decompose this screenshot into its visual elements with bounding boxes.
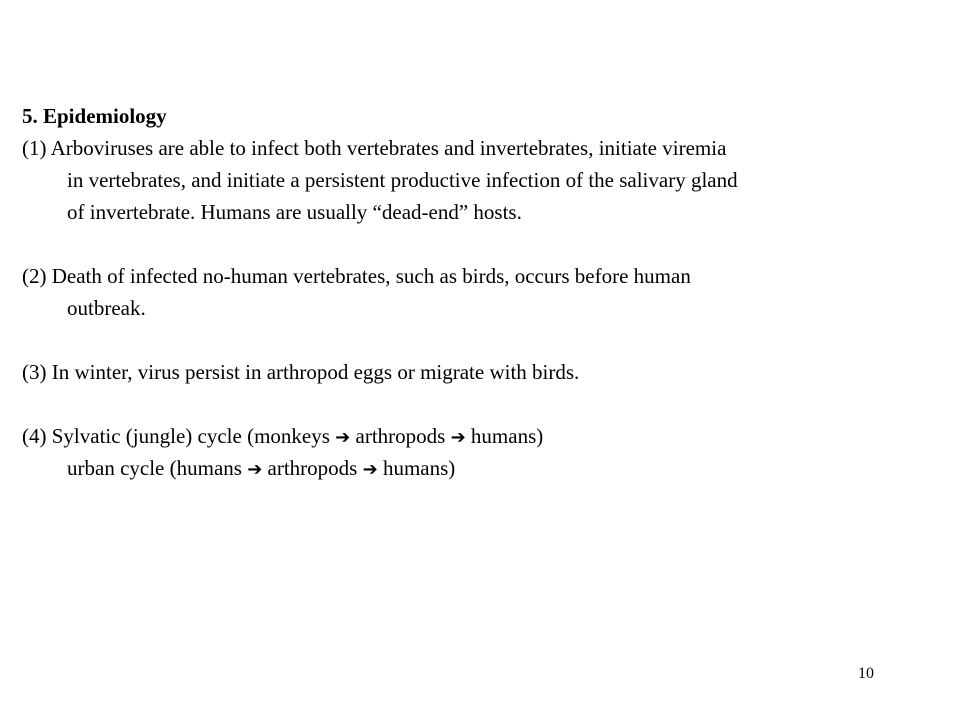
sylvatic-cycle-mid: arthropods <box>355 424 446 448</box>
urban-cycle-mid: arthropods <box>267 456 358 480</box>
item-1-line-3: of invertebrate. Humans are usually “dead-end” hosts. <box>67 200 522 224</box>
item-3 <box>22 356 942 388</box>
item-1 <box>22 132 942 228</box>
sylvatic-cycle-lead: (4) Sylvatic (jungle) cycle (monkeys <box>22 424 330 448</box>
urban-cycle-lead: urban cycle (humans <box>67 456 242 480</box>
item-2-line-2: outbreak. <box>67 296 146 320</box>
urban-cycle-end: humans) <box>382 456 456 480</box>
item-3-line-1: (3) In winter, virus persist in arthropod eggs or migrate with birds. <box>22 360 580 384</box>
right-arrow-icon: ➔ <box>362 459 378 480</box>
right-arrow-icon: ➔ <box>335 427 351 448</box>
urban-cycle-line <box>22 452 942 484</box>
item-2-line-1: (2) Death of infected no-human vertebrates, such as birds, occurs before human <box>22 264 691 288</box>
sylvatic-cycle-line <box>22 420 942 452</box>
section-heading: 5. Epidemiology <box>22 104 167 128</box>
slide-content <box>22 100 942 516</box>
item-4 <box>22 420 942 484</box>
sylvatic-cycle-end: humans) <box>470 424 544 448</box>
page-number: 10 <box>858 665 874 682</box>
item-1-line-1: (1) Arboviruses are able to infect both vertebrates and invertebrates, initiate viremia <box>22 136 727 160</box>
right-arrow-icon: ➔ <box>450 427 466 448</box>
item-1-line-2: in vertebrates, and initiate a persistent productive infection of the salivary gland <box>67 168 738 192</box>
item-2 <box>22 260 942 324</box>
right-arrow-icon: ➔ <box>247 459 263 480</box>
